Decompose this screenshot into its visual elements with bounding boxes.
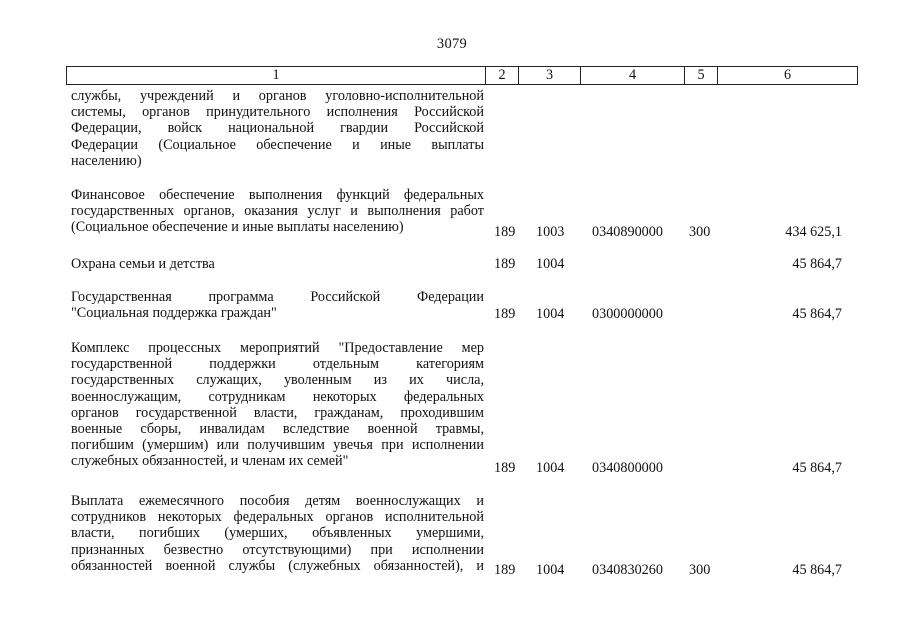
row-description-line: Финансовое обеспечение выполнения функций федеральных	[71, 187, 484, 203]
row-description-line: Федерации (Социальное обеспечение и иные выплаты	[71, 136, 484, 153]
ministry-code: 189	[494, 256, 516, 272]
amount: 45 864,7	[792, 256, 842, 272]
row-description-line: Федерации, войск национальной гвардии Российской	[71, 120, 484, 137]
target-article-code: 0340890000	[592, 224, 663, 240]
row-description	[71, 340, 484, 470]
table-header-row	[66, 66, 858, 85]
column-header-4: 4	[581, 67, 685, 84]
row-description-line: (Социальное обеспечение и иные выплаты населению)	[71, 219, 404, 236]
row-description-line: погибшим (умершим) или получившим увечья при исполнении	[71, 437, 484, 454]
row-description	[71, 256, 484, 272]
row-description-line: населению)	[71, 152, 142, 169]
section-code: 1003	[536, 224, 565, 240]
row-description-line: Выплата ежемесячного пособия детям военнослужащих и	[71, 493, 484, 509]
amount: 45 864,7	[792, 460, 842, 476]
column-header-3: 3	[519, 67, 581, 84]
amount: 434 625,1	[785, 224, 842, 240]
target-article-code: 0300000000	[592, 306, 663, 322]
row-description-line: органов государственной власти, гражданам, проходившим	[71, 404, 484, 421]
column-header-2: 2	[486, 67, 519, 84]
row-description-line: Государственная программа Российской Федерации	[71, 289, 484, 305]
section-code: 1004	[536, 562, 565, 578]
row-description-line: власти, погибших (умерших, объявленных умершими,	[71, 525, 484, 542]
row-description-line: признанных безвестно отсутствующими) при исполнении	[71, 541, 484, 558]
target-article-code: 0340800000	[592, 460, 663, 476]
target-article-code: 0340830260	[592, 562, 663, 578]
row-description-line: государственных органов, оказания услуг и выполнения работ	[71, 203, 484, 220]
row-description-line: сотрудников некоторых федеральных органов исполнительной	[71, 509, 484, 526]
ministry-code: 189	[494, 306, 516, 322]
expense-type-code: 300	[689, 224, 711, 240]
page-number: 3079	[436, 36, 468, 52]
row-description-line: служебных обязанностей, и членам их семей"	[71, 453, 349, 470]
section-code: 1004	[536, 256, 565, 272]
row-description	[71, 289, 484, 321]
expense-type-code: 300	[689, 562, 711, 578]
amount: 45 864,7	[792, 562, 842, 578]
row-description-line: системы, органов принудительного исполнения Российской	[71, 104, 484, 121]
row-description	[71, 493, 484, 574]
row-description-line: государственных служащих, уволенным из их числа,	[71, 372, 484, 389]
section-code: 1004	[536, 460, 565, 476]
ministry-code: 189	[494, 562, 516, 578]
row-description-line: обязанностей военной службы (служебных обязанностей), и	[71, 557, 484, 574]
column-header-6: 6	[783, 67, 792, 83]
column-header-5: 5	[685, 67, 718, 84]
row-description-line: Охрана семьи и детства	[71, 256, 215, 272]
section-code: 1004	[536, 306, 565, 322]
ministry-code: 189	[494, 460, 516, 476]
ministry-code: 189	[494, 224, 516, 240]
row-description-line: "Социальная поддержка граждан"	[71, 305, 277, 322]
row-description-line: службы, учреждений и органов уголовно-исполнительной	[71, 88, 484, 104]
row-description	[71, 88, 484, 169]
amount: 45 864,7	[792, 306, 842, 322]
row-description-line: государственной поддержки отдельным категориям	[71, 356, 484, 373]
row-description	[71, 187, 484, 236]
row-description-line: Комплекс процессных мероприятий "Предоставление мер	[71, 340, 484, 356]
row-description-line: военные сборы, инвалидам вследствие военной травмы,	[71, 421, 484, 438]
row-description-line: военнослужащим, сотрудникам некоторых федеральных	[71, 388, 484, 405]
column-header-1: 1	[67, 67, 486, 84]
